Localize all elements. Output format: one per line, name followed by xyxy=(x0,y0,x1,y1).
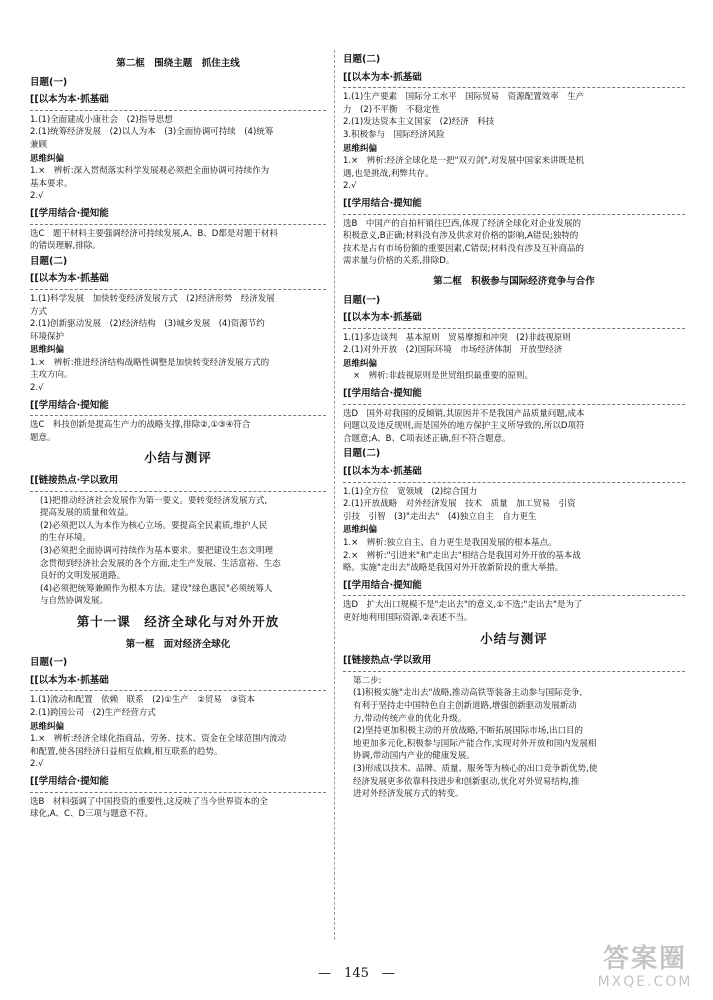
dashed-rule xyxy=(343,671,685,672)
subsection-label: [ [学用结合·提知能 xyxy=(343,388,685,401)
analysis-line: 2.× 辨析:"引进来"和"走出去"相结合是我国对外开放的基本战 略。实施"走出去"战略是我国对外开放新阶段的重大举措。 xyxy=(343,550,581,574)
paragraph: (3)形成以技术、品牌、质量、服务等为核心的出口竞争新优势,使 经济发展更多依靠科技进步和创新驱动,优化对外贸易结构,推 进对外经济发展方式的转变。 xyxy=(353,763,598,800)
subsection-label: [ [以本为本·抓基础 xyxy=(343,72,685,85)
answer-line: 1.(1)全面建成小康社会 (2)指导思想 xyxy=(30,114,173,125)
thinking-correction-label: 思维纠偏 xyxy=(30,153,65,164)
paragraph: (2)坚持更加积极主动的开放战略,不断拓展国际市场,出口目的 地更加多元化,积极参与国际产能合作,实现对外开放和国内发展相 协调,带动国内产业的健康发展。 xyxy=(353,726,597,762)
dashed-rule xyxy=(30,289,326,290)
answer-line: 2.(1)发达资本主义国家 (2)经济 科技 xyxy=(343,117,495,128)
answer-line: 选C 题干材料主要强调经济可持续发展,A、B、D都是对题干材料 的错误理解,排除。 xyxy=(30,228,278,252)
subsection-label: [ [以本为本·抓基础 xyxy=(30,273,326,286)
subsection-label: [ [学用结合·提知能 xyxy=(30,400,326,413)
watermark-line2: MXQE.COM xyxy=(597,974,693,990)
paragraph: (1)积极实施"走出去"战略,推动高铁等装备主动参与国际竞争, 有利于坚持走中国特色自主创新道路,增强创新驱动发展新动 力,带动传统产业的优化升级。 xyxy=(353,688,583,724)
page-number: — 145 — xyxy=(318,966,395,981)
thinking-correction-label: 思维纠偏 xyxy=(30,345,65,356)
analysis-line: 1.× 辨析:经济全球化指商品、劳务、技术、资金在全球范围内流动 和配置,使各国经济日益相互依赖,相互联系的趋势。 xyxy=(30,734,287,757)
dashed-rule xyxy=(343,482,685,483)
answer-line: 选B 中国产的自拍杆销往巴西,体现了经济全球化对企业发展的 积极意义,B正确;材料没有涉及供求对价格的影响,A错误;独特的 技术是占有市场份额的重要因素,C错误;材料没有涉及互补商品的 需求量与价格的关系,排除D。 xyxy=(343,218,585,267)
dashed-rule xyxy=(30,792,326,793)
answer-line: 1.(1)全方位 宽领域 (2)综合国力 xyxy=(343,486,478,497)
dashed-rule xyxy=(30,110,326,111)
frame-title: 第二框 积极参与国际经济竞争与合作 xyxy=(433,275,595,287)
subsection-label: [ [学用结合·提知能 xyxy=(343,198,685,211)
subsection-label: [ [链接热点·学以致用 xyxy=(30,475,326,488)
analysis-line: 1.× 辨析:推进经济结构战略性调整是加快转变经济发展方式的 主攻方向。 xyxy=(30,357,270,381)
topic-heading: 目题(二) xyxy=(343,54,381,65)
subsection-label: [ [以本为本·抓基础 xyxy=(343,312,685,325)
answer-line: 1.(1)科学发展 加快转变经济发展方式 (2)经济形势 经济发展 方式 xyxy=(30,293,275,317)
analysis-line: 1.× 辨析:独立自主、自力更生是我国发展的根本基点。 xyxy=(343,538,557,548)
subsection-label: [ [以本为本·抓基础 xyxy=(30,675,326,688)
subsection-label: [ [学用结合·提知能 xyxy=(30,208,326,221)
analysis-line: 1.× 辨析:深入贯彻落实科学发展观必须把全面协调可持续作为 基本要求。 xyxy=(30,166,270,189)
watermark-line1: 答案圈 xyxy=(602,944,687,974)
answer-line: 2.(1)开放战略 对外经济发展 技术 质量 加工贸易 引资 引技 引智 (3)"走出去" (4)独立自主 自力更生 xyxy=(343,499,576,522)
subsection-label: [ [学用结合·提知能 xyxy=(30,776,326,789)
thinking-correction-label: 思维纠偏 xyxy=(343,525,378,536)
summary-title: 小结与测评 xyxy=(144,450,212,466)
topic-heading: 目题(二) xyxy=(30,255,68,267)
thinking-correction-label: 思维纠偏 xyxy=(343,358,378,369)
answer-line: 1.(1)生产要素 国际分工水平 国际贸易 资源配置效率 生产 力 (2)不平衡 不稳定性 xyxy=(343,92,585,115)
topic-heading: 目题(一) xyxy=(343,294,381,306)
lesson-title: 第十一课 经济全球化与对外开放 xyxy=(76,613,280,629)
dashed-rule xyxy=(343,328,685,329)
analysis-line: 2.√ xyxy=(30,759,44,770)
left-column xyxy=(30,54,326,821)
dashed-rule xyxy=(30,690,326,691)
analysis-line: × 辨析:非歧视原则是世贸组织最重要的原则。 xyxy=(353,371,533,382)
analysis-line: 1.× 辨析:经济全球化是一把"双刃剑",对发展中国家来讲既是机 遇,也是挑战,利弊共存。 xyxy=(343,156,585,179)
answer-line: 2.(1)统筹经济发展 (2)以人为本 (3)全面协调可持续 (4)统筹 兼顾 xyxy=(30,127,274,150)
subsection-label: [ [以本为本·抓基础 xyxy=(30,94,326,107)
thinking-correction-label: 思维纠偏 xyxy=(30,721,65,732)
dashed-rule xyxy=(343,595,685,596)
dashed-rule xyxy=(343,404,685,405)
paragraph: (2)必须把以人为本作为核心立场。要提高全民素质,维护人民 的生存环境。 xyxy=(40,520,268,544)
summary-title: 小结与测评 xyxy=(480,630,548,646)
paragraph: (4)必须把统筹兼顾作为根本方法。建设"绿色惠民"必须统筹人 与自然协调发展。 xyxy=(40,583,273,607)
answer-line: 2.(1)跨国公司 (2)生产经营方式 xyxy=(30,707,156,718)
analysis-line: 2.√ xyxy=(343,181,357,192)
answer-line: 1.(1)多边谈判 基本原则 贸易摩擦和冲突 (2)非歧视原则 xyxy=(343,332,571,343)
answer-line: 2.(1)创新驱动发展 (2)经济结构 (3)城乡发展 (4)资源节约 环境保护 xyxy=(30,319,265,342)
topic-heading: 目题(一) xyxy=(30,76,68,88)
analysis-line: 2.√ xyxy=(30,191,44,202)
right-column xyxy=(343,54,685,801)
watermark-logo xyxy=(585,944,705,994)
subsection-label: [ [以本为本·抓基础 xyxy=(343,466,685,479)
subsection-label: [ [学用结合·提知能 xyxy=(343,580,685,593)
dashed-rule xyxy=(343,87,685,88)
answer-line: 1.(1)流动和配置 依赖 联系 (2)①生产 ②贸易 ③资本 xyxy=(30,695,256,706)
paragraph: (3)必须把全面协调可持续作为基本要求。要把建设生态文明理 念贯彻到经济社会发展的各个方面,走生产发展、生活富裕、生态 良好的文明发展道路。 xyxy=(40,546,281,582)
answer-line: 选D 扩大出口规模不是"走出去"的意义,①不选;"走出去"是为了 更好地利用国际资源,②表述不当。 xyxy=(343,600,583,623)
answer-line: 选C 科技创新是提高生产力的战略支撑,排除②,①③④符合 题意。 xyxy=(30,420,251,443)
answer-line: 选B 材料强调了中国投资的重要性,这反映了当今世界资本的全 球化,A、C、D三项与题意不符。 xyxy=(30,796,269,820)
dashed-rule xyxy=(30,415,326,416)
topic-heading: 目题(一) xyxy=(30,657,68,669)
thinking-correction-label: 思维纠偏 xyxy=(343,143,378,154)
frame-title: 第一框 面对经济全球化 xyxy=(125,638,231,650)
paragraph: (1)把推动经济社会发展作为第一要义。要转变经济发展方式, 提高发展的质量和效益。 xyxy=(40,495,268,519)
answer-line: 3.积极参与 国际经济风险 xyxy=(343,129,445,140)
topic-heading: 目题(二) xyxy=(343,448,381,460)
dashed-rule xyxy=(30,491,326,492)
subsection-label: [ [链接热点·学以致用 xyxy=(343,655,685,668)
answer-line: 选D 国外对我国的反倾销,其原因并不是我国产品质量问题,成本 问题以及违反规则,而是国外的地方保护主义所导致的,所以D项符 合题意;A、B、C项表述正确,但不符合题意。 xyxy=(343,408,585,444)
section-title: 第二框 围绕主题 抓住主线 xyxy=(116,58,240,69)
answer-line: 2.(1)对外开放 (2)国际环境 市场经济体制 开放型经济 xyxy=(343,345,563,356)
dashed-rule xyxy=(343,214,685,215)
analysis-line: 2.√ xyxy=(30,383,44,394)
column-divider xyxy=(334,50,335,940)
step-label: 第二步: xyxy=(353,675,382,686)
dashed-rule xyxy=(30,224,326,225)
